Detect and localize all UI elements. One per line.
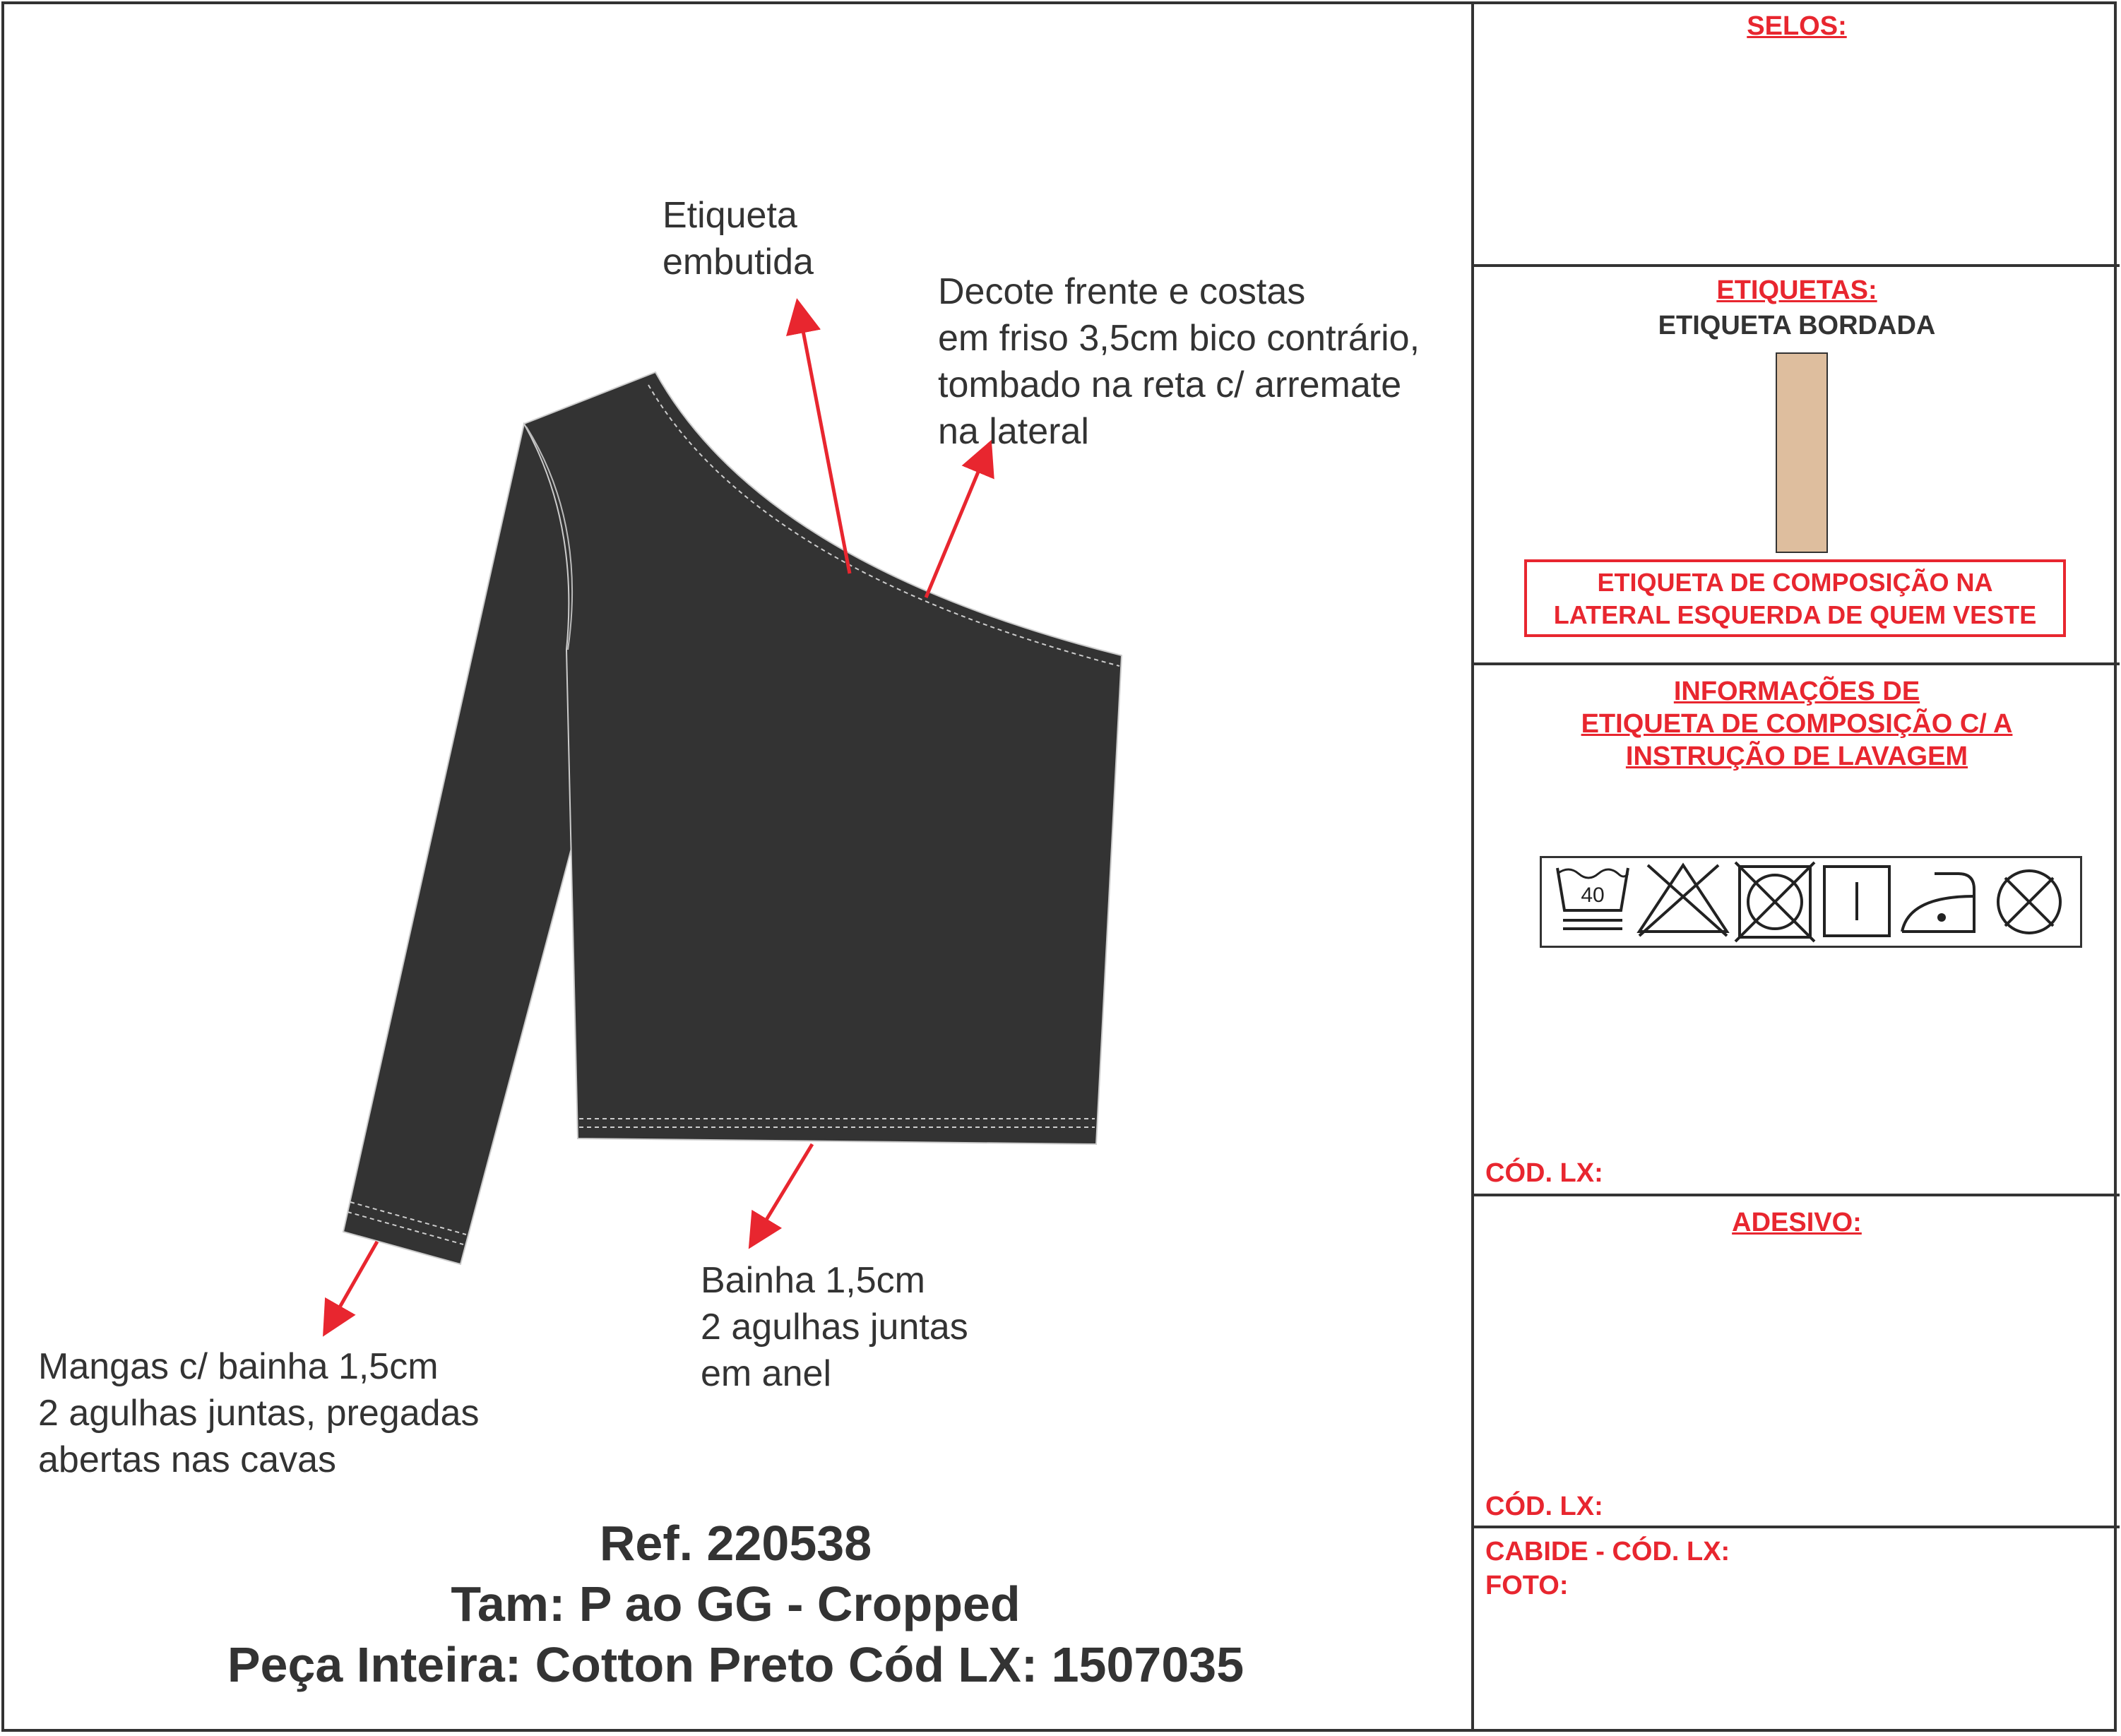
informacoes-heading-line3: INSTRUÇÃO DE LAVAGEM [1625,742,1968,771]
annotation-etiqueta-embutida: Etiqueta embutida [663,195,814,283]
cabide-panel [1471,1528,2120,1732]
body-shape [524,372,1122,1144]
wash-temperature: 40 [1581,884,1605,907]
reference-piece: Peça Inteira: Cotton Preto Cód LX: 1507035 [227,1637,1244,1692]
composition-note-line1: ETIQUETA DE COMPOSIÇÃO NA [1597,568,1993,597]
informacoes-code-label: CÓD. LX: [1485,1158,1603,1188]
informacoes-heading [1474,675,2120,773]
iron-low-icon [1902,874,1974,932]
care-symbols-box [1540,856,2082,948]
embroidered-label-swatch [1776,352,1828,553]
no-dry-clean-icon [1998,871,2060,933]
cabide-code-label: CABIDE - CÓD. LX: [1485,1537,1730,1566]
wash-40-icon [1557,868,1628,929]
annotation-decote: Decote frente e costas em friso 3,5cm bico contrário, tombado na reta c/ arremate na lateral [938,271,1420,452]
reference-size: Tam: P ao GG - Cropped [451,1576,1021,1631]
composition-note-box [1524,559,2066,637]
sleeve-shape [343,424,579,1264]
line-dry-icon [1824,867,1889,936]
adesivo-code-label: CÓD. LX: [1485,1492,1603,1521]
etiquetas-heading: ETIQUETAS: [1716,275,1877,305]
informacoes-heading-line1: INFORMAÇÕES DE [1673,677,1920,706]
annotation-mangas: Mangas c/ bainha 1,5cm 2 agulhas juntas, pregadas abertas nas cavas [38,1346,480,1480]
etiquetas-panel [1471,267,2120,665]
selos-panel [1471,1,2120,267]
adesivo-panel [1471,1196,2120,1528]
arrow-decote [926,446,989,598]
adesivo-heading: ADESIVO: [1732,1208,1862,1237]
composition-note-line2: LATERAL ESQUERDA DE QUEM VESTE [1553,600,2037,629]
informacoes-heading-line2: ETIQUETA DE COMPOSIÇÃO C/ A [1581,709,2013,739]
arrow-bainha [752,1144,812,1243]
selos-heading: SELOS: [1747,11,1847,41]
no-tumble-dry-icon [1735,862,1814,941]
care-symbols [1542,858,2080,946]
annotation-bainha: Bainha 1,5cm 2 agulhas juntas em anel [701,1260,968,1394]
label-type: ETIQUETA BORDADA [1658,311,1936,340]
arrow-mangas [326,1242,377,1331]
no-bleach-icon [1639,865,1727,936]
foto-label: FOTO: [1485,1571,1569,1600]
reference-number: Ref. 220538 [599,1516,872,1571]
informacoes-panel [1471,665,2120,1196]
